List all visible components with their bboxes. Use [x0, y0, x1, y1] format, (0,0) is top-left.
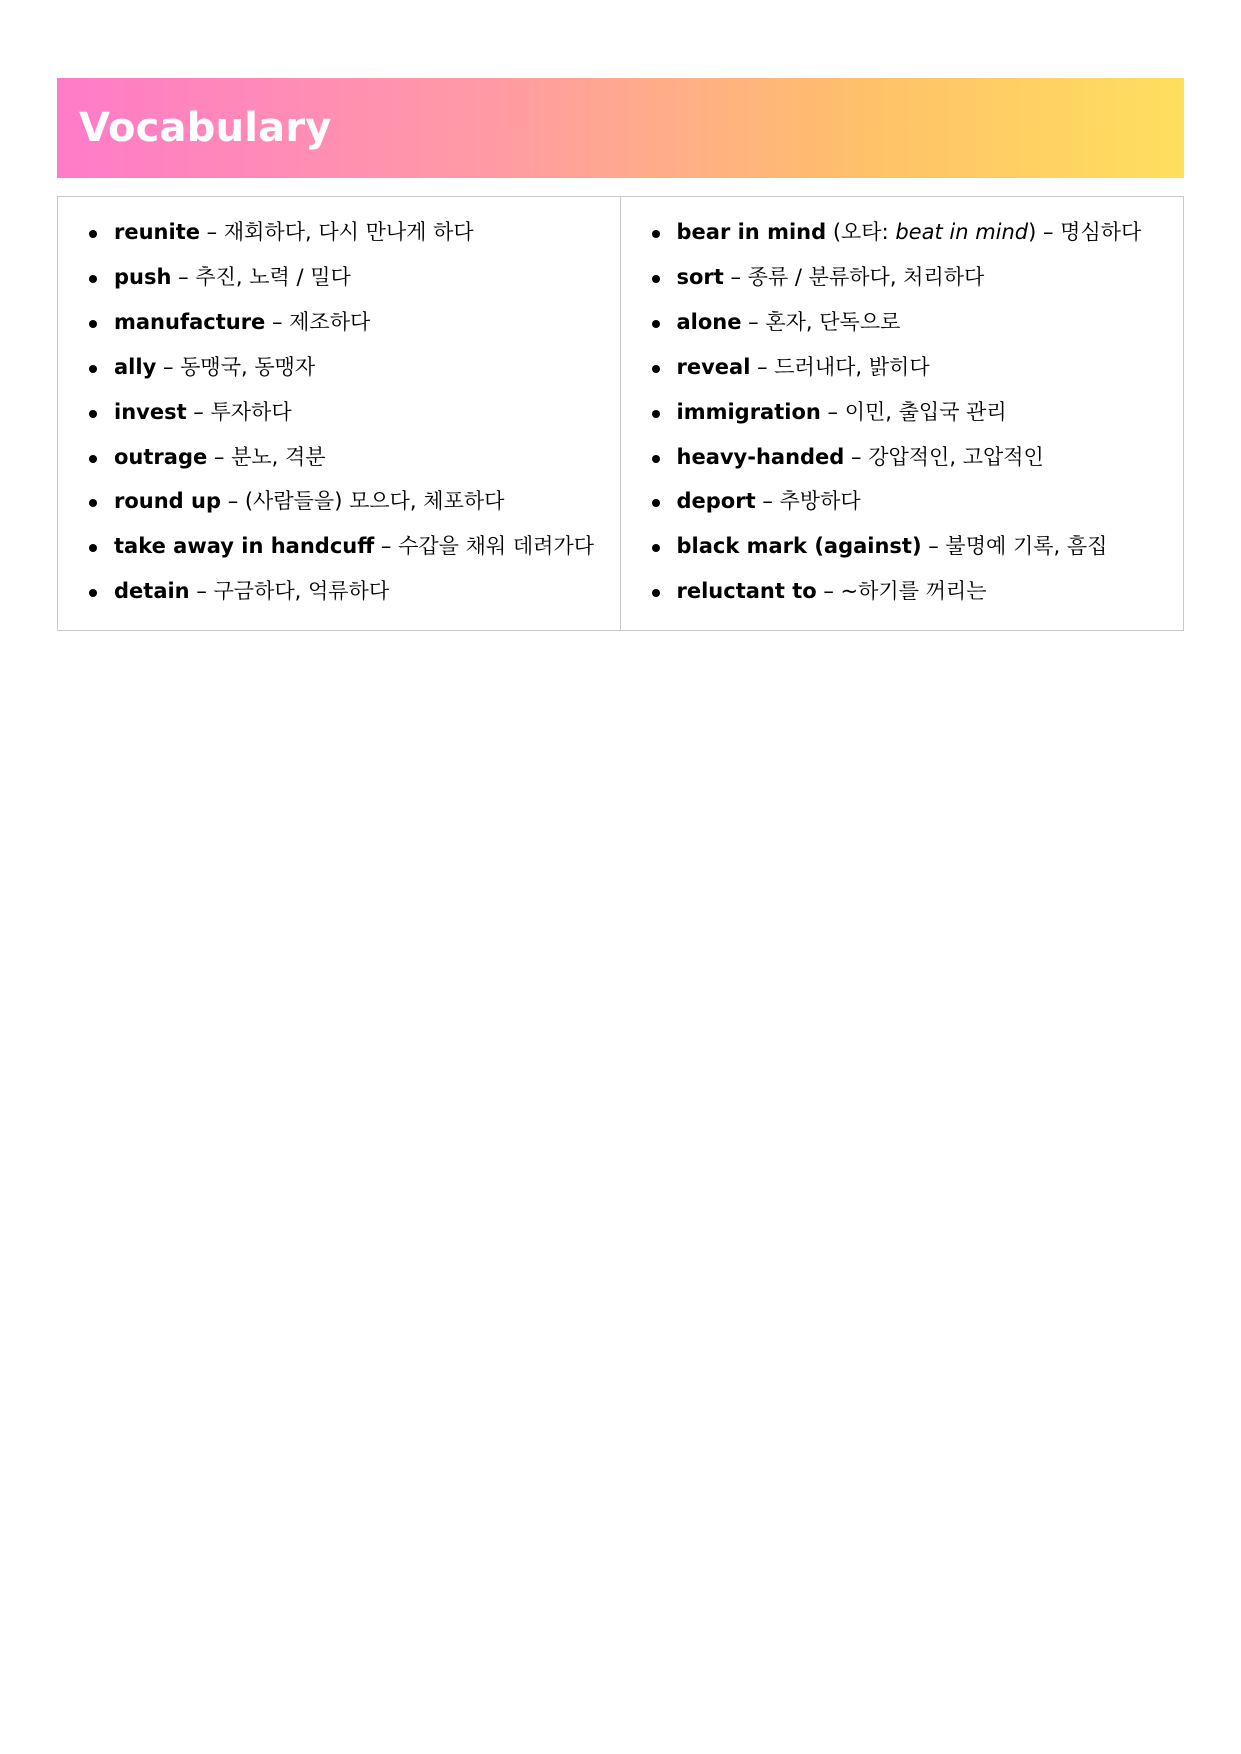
vocab-definition: – 강압적인, 고압적인 — [844, 444, 1044, 469]
list-item — [643, 486, 1172, 518]
vocab-term: invest — [114, 399, 187, 424]
vocab-definition: – 이민, 출입국 관리 — [820, 399, 1007, 424]
list-item — [80, 442, 610, 474]
vocab-note-prefix: (오타: — [826, 220, 896, 244]
vocab-term: deport — [676, 489, 756, 514]
vocab-definition: – 구금하다, 억류하다 — [189, 579, 390, 604]
list-item — [643, 531, 1172, 563]
vocabulary-column-left — [58, 197, 621, 630]
vocab-term: reluctant to — [676, 579, 817, 604]
vocab-typo-note: beat in mind — [895, 220, 1029, 244]
vocabulary-title-banner — [57, 78, 1184, 178]
vocabulary-list-left — [80, 217, 610, 608]
vocab-definition: – 재회하다, 다시 만나게 하다 — [199, 220, 474, 244]
vocab-term: bear in mind — [676, 220, 827, 244]
vocab-definition: – 투자하다 — [186, 399, 292, 424]
vocab-term: round up — [114, 489, 222, 514]
vocab-definition: – (사람들을) 모으다, 체포하다 — [221, 489, 505, 514]
page-title: Vocabulary — [79, 105, 332, 151]
vocab-term: take away in handcuff — [114, 534, 375, 559]
vocab-definition: – 종류 / 분류하다, 처리하다 — [723, 264, 985, 289]
list-item — [80, 397, 610, 429]
vocabulary-list-right — [643, 217, 1172, 608]
vocab-term: detain — [114, 579, 190, 604]
list-item — [643, 397, 1172, 429]
vocab-term: sort — [676, 264, 724, 289]
vocab-term: reunite — [114, 220, 200, 244]
vocab-term: heavy-handed — [676, 444, 845, 469]
list-item — [643, 352, 1172, 384]
vocabulary-column-right — [621, 197, 1184, 630]
vocab-term: alone — [676, 309, 742, 334]
list-item — [80, 307, 610, 339]
list-item — [643, 262, 1172, 294]
vocab-term: outrage — [114, 444, 208, 469]
vocab-definition: – 불명예 기록, 흠집 — [921, 534, 1108, 559]
list-item — [80, 217, 610, 249]
vocab-definition: ) – 명심하다 — [1028, 220, 1142, 244]
vocab-definition: – ~하기를 꺼리는 — [816, 579, 987, 604]
vocab-definition: – 분노, 격분 — [207, 444, 326, 469]
vocab-definition: – 혼자, 단독으로 — [741, 309, 901, 334]
vocab-term: immigration — [676, 399, 821, 424]
list-item — [80, 531, 610, 563]
vocab-term: manufacture — [114, 309, 266, 334]
vocab-definition: – 수갑을 채워 데려가다 — [374, 534, 595, 559]
vocab-term: push — [114, 264, 172, 289]
vocab-term: black mark (against) — [676, 534, 922, 559]
list-item — [643, 442, 1172, 474]
list-item — [80, 352, 610, 384]
vocab-definition: – 동맹국, 동맹자 — [156, 354, 316, 379]
list-item — [643, 217, 1172, 249]
vocab-definition: – 추방하다 — [755, 489, 861, 514]
list-item — [80, 576, 610, 608]
vocab-definition: – 추진, 노력 / 밀다 — [171, 264, 351, 289]
vocab-term: ally — [114, 354, 157, 379]
list-item — [80, 262, 610, 294]
list-item — [643, 307, 1172, 339]
list-item — [80, 486, 610, 518]
vocabulary-box — [57, 196, 1184, 631]
vocab-term: reveal — [676, 354, 751, 379]
vocab-definition: – 드러내다, 밝히다 — [750, 354, 930, 379]
vocab-definition: – 제조하다 — [265, 309, 371, 334]
list-item — [643, 576, 1172, 608]
